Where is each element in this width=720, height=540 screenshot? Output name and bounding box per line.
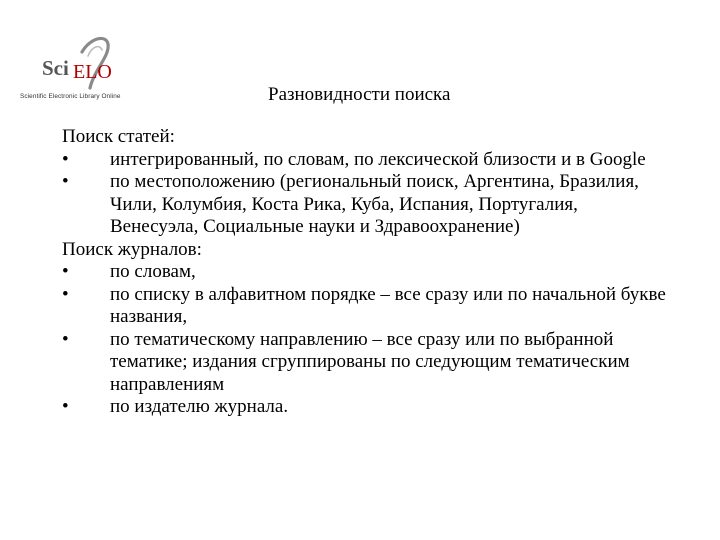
bullet-glyph: • — [62, 148, 69, 170]
list-item — [62, 329, 702, 397]
list-item-text: по словам, — [110, 261, 196, 282]
list-item-text: по издателю журнала. — [110, 396, 289, 417]
logo-elo-text: ELO — [73, 61, 112, 83]
list-item-text: по списку в алфавитном порядке – все сразу или по начальной букве названия, — [110, 283, 666, 327]
list-item — [62, 396, 702, 419]
journals-search-heading: Поиск журналов: — [62, 238, 202, 260]
logo-sci-text: Sci — [42, 56, 69, 80]
scielo-logo — [20, 26, 138, 106]
bullet-glyph: • — [62, 328, 69, 350]
slide-content — [62, 126, 702, 419]
list-item-text: по местоположению (региональный поиск, Аргентина, Бразилия, Чили, Колумбия, Коста Рика, Куба, Испания, Португалия, Венесуэла, Социальные науки и Здравоохранение) — [110, 171, 639, 237]
list-item — [62, 261, 702, 284]
bullet-glyph: • — [62, 283, 69, 305]
articles-search-list — [62, 149, 702, 239]
journals-search-list — [62, 261, 702, 419]
bullet-glyph: • — [62, 261, 69, 282]
articles-search-heading: Поиск статей: — [62, 126, 175, 147]
bullet-glyph: • — [62, 171, 69, 192]
logo-tagline: Scientific Electronic Library Online — [20, 93, 121, 100]
bullet-glyph: • — [62, 396, 69, 417]
list-item — [62, 284, 702, 329]
list-item — [62, 171, 702, 239]
list-item-text: интегрированный, по словам, по лексической близости и в Google — [110, 148, 646, 170]
list-item-text: по тематическому направлению – все сразу или по выбранной тематике; издания сгруппированы по следующим тематическим направлениям — [110, 328, 630, 395]
slide-title: Разновидности поиска — [268, 84, 451, 105]
list-item — [62, 149, 702, 172]
